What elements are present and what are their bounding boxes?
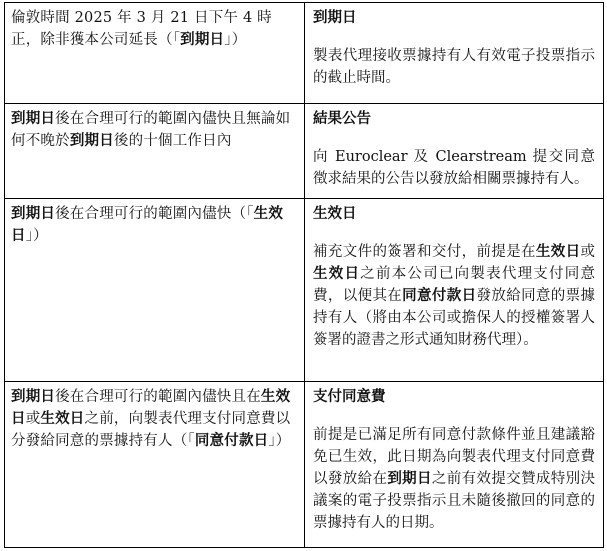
event-cell	[305, 3, 603, 103]
text-segment: 之前，向製表代理支付同意費以分發給同意的票據持有人（「	[11, 411, 291, 449]
event-description	[313, 424, 595, 534]
defined-term: 生效日	[11, 205, 284, 244]
text-segment: 發放給同意的票據持有人（將由本公司或擔保人的授權簽署人簽署的證書之形式通知財務代理）。	[313, 288, 596, 348]
text-segment: 之前有效提交贊成特別決議案的電子投票指示且未隨後撤回的同意的票據持有人的日期。	[313, 471, 596, 531]
defined-term: 生效日	[11, 388, 291, 427]
text-segment: 後在合理可行的範圍內儘快（「	[55, 206, 254, 222]
timetable	[4, 2, 604, 548]
text-segment: 向 Euroclear 及 Clearstream 提交同意徵求結果的公告以發放給相關票據持有人。	[313, 149, 595, 187]
timing-cell	[5, 3, 305, 103]
text-segment: 後的十個工作日內	[113, 133, 232, 149]
text-segment: 或	[580, 244, 596, 260]
event-cell	[305, 199, 603, 381]
event-heading: 到期日	[313, 9, 357, 26]
timing-cell	[5, 199, 305, 381]
defined-term: 同意付款日	[402, 287, 477, 304]
timing-cell	[5, 104, 305, 198]
timing-cell	[5, 382, 305, 547]
event-heading: 生效日	[313, 205, 357, 222]
defined-term: 生效日	[313, 265, 361, 282]
defined-term: 到期日	[11, 388, 56, 405]
text-segment: 之前本公司已向製表代理支付同意費，以便其在	[313, 266, 596, 304]
defined-term: 同意付款日	[194, 432, 269, 449]
text-segment: 」）	[25, 228, 48, 244]
table-row	[5, 199, 603, 382]
text-segment: 倫敦時間 2025 年 3 月 21 日下午 4 時正，除非獲本公司延長（「	[11, 10, 272, 48]
defined-term: 生效日	[40, 410, 85, 427]
table-row	[5, 382, 603, 547]
defined-term: 到期日	[180, 31, 225, 48]
defined-term: 到期日	[387, 470, 432, 487]
text-segment: 製表代理接收票據持有人有效電子投票指示的截止時間。	[313, 48, 595, 86]
defined-term: 到期日	[69, 132, 114, 149]
event-description	[313, 241, 595, 351]
event-description	[313, 45, 595, 89]
table-row	[5, 104, 603, 199]
text-segment: 補充文件的簽署和交付，前提是在	[313, 244, 536, 260]
event-heading: 支付同意費	[313, 388, 386, 405]
text-segment: 或	[25, 411, 41, 427]
table-row	[5, 3, 603, 104]
text-segment: 」）	[268, 433, 291, 449]
text-segment: 前提是已滿足所有同意付款條件並且建議豁免已生效，此日期為向製表代理支付同意費以發放給在	[313, 427, 595, 487]
event-cell	[305, 382, 603, 547]
event-heading: 結果公告	[313, 110, 371, 127]
text-segment: 後在合理可行的範圍內儘快且在	[55, 389, 261, 405]
text-segment: 」）	[224, 32, 247, 48]
text-segment: 後在合理可行的範圍內儘快且無論如何不晚於	[11, 111, 291, 149]
defined-term: 到期日	[11, 110, 56, 127]
event-description	[313, 146, 595, 190]
defined-term: 生效日	[535, 243, 581, 260]
defined-term: 到期日	[11, 205, 56, 222]
event-cell	[305, 104, 603, 198]
